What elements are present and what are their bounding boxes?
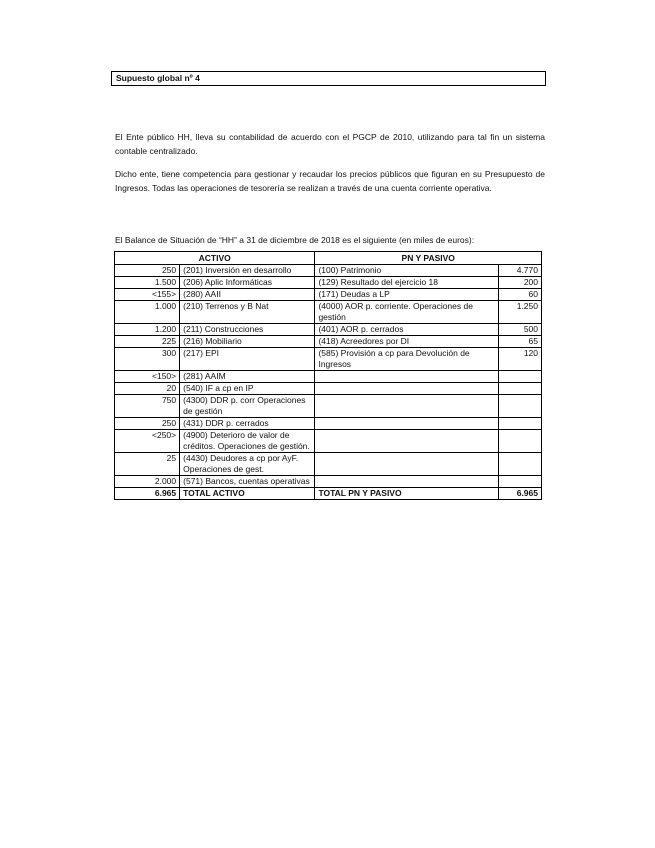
table-row	[115, 265, 542, 277]
table-row	[115, 277, 542, 289]
activo-account: (217) EPI	[180, 348, 315, 371]
pasivo-amount	[498, 371, 541, 383]
pasivo-account: (401) AOR p. cerrados	[315, 324, 498, 336]
activo-account: (210) Terrenos y B Nat	[180, 301, 315, 324]
pasivo-amount	[498, 383, 541, 395]
pasivo-amount: 65	[498, 336, 541, 348]
table-row	[115, 371, 542, 383]
activo-amount: 6.965	[115, 488, 180, 500]
pasivo-amount: 500	[498, 324, 541, 336]
pasivo-account	[315, 371, 498, 383]
pasivo-amount	[498, 453, 541, 476]
activo-account: (4300) DDR p. corr Operaciones de gestión	[180, 395, 315, 418]
activo-account: (540) IF a cp en IP	[180, 383, 315, 395]
activo-amount: 1.000	[115, 301, 180, 324]
pasivo-amount: 6.965	[498, 488, 541, 500]
table-row	[115, 383, 542, 395]
pasivo-account	[315, 383, 498, 395]
pasivo-account	[315, 476, 498, 488]
paragraph-intro-entity: El Ente público HH, lleva su contabilidad de acuerdo con el PGCP de 2010, utilizando para tal fin un sistema contable centralizado.	[115, 131, 545, 156]
activo-account: (280) AAII	[180, 289, 315, 301]
table-row	[115, 289, 542, 301]
pasivo-amount	[498, 418, 541, 430]
pasivo-account	[315, 453, 498, 476]
activo-amount: <250>	[115, 430, 180, 453]
pasivo-amount: 60	[498, 289, 541, 301]
pasivo-amount	[498, 476, 541, 488]
activo-account: (201) Inversión en desarrollo	[180, 265, 315, 277]
activo-account: (211) Construcciones	[180, 324, 315, 336]
activo-account: (4430) Deudores a cp por AyF. Operaciones de gest.	[180, 453, 315, 476]
activo-amount: 250	[115, 418, 180, 430]
activo-amount: 2.000	[115, 476, 180, 488]
pasivo-account: (4000) AOR p. corriente. Operaciones de gestión	[315, 301, 498, 324]
activo-amount: 25	[115, 453, 180, 476]
pasivo-account	[315, 430, 498, 453]
pasivo-amount: 1.250	[498, 301, 541, 324]
pasivo-amount: 4.770	[498, 265, 541, 277]
balance-intro: El Balance de Situación de “HH” a 31 de diciembre de 2018 es el siguiente (en miles de euros):	[115, 235, 475, 245]
activo-amount: 1.500	[115, 277, 180, 289]
table-row	[115, 453, 542, 476]
pasivo-account: (418) Acreedores por DI	[315, 336, 498, 348]
paragraph-competence: Dicho ente, tiene competencia para gestionar y recaudar los precios públicos que figuran en su Presupuesto de Ingresos. Todas las operaciones de tesorería se realizan a través de una cuenta corriente operativa.	[115, 168, 545, 193]
activo-account: (281) AAIM	[180, 371, 315, 383]
pasivo-amount: 200	[498, 277, 541, 289]
activo-account: (4900) Deterioro de valor de créditos. Operaciones de gestión.	[180, 430, 315, 453]
pasivo-account: (171) Deudas a LP	[315, 289, 498, 301]
table-row	[115, 418, 542, 430]
pasivo-account	[315, 395, 498, 418]
activo-amount: 300	[115, 348, 180, 371]
table-row	[115, 395, 542, 418]
table-row	[115, 348, 542, 371]
activo-amount: 750	[115, 395, 180, 418]
document-title: Supuesto global nº 4	[111, 71, 546, 86]
pasivo-account	[315, 418, 498, 430]
pasivo-account: TOTAL PN Y PASIVO	[315, 488, 498, 500]
total-row	[115, 488, 542, 500]
activo-account: (571) Bancos, cuentas operativas	[180, 476, 315, 488]
activo-account: TOTAL ACTIVO	[180, 488, 315, 500]
pasivo-amount	[498, 395, 541, 418]
table-row	[115, 301, 542, 324]
pasivo-header: PN Y PASIVO	[315, 252, 542, 265]
table-row	[115, 476, 542, 488]
pasivo-amount	[498, 430, 541, 453]
balance-body	[115, 265, 542, 500]
activo-account: (431) DDR p. cerrados	[180, 418, 315, 430]
activo-amount: 250	[115, 265, 180, 277]
activo-amount: 225	[115, 336, 180, 348]
balance-header-row	[115, 252, 542, 265]
table-row	[115, 336, 542, 348]
activo-account: (206) Aplic Informáticas	[180, 277, 315, 289]
activo-amount: <155>	[115, 289, 180, 301]
activo-amount: <150>	[115, 371, 180, 383]
pasivo-account: (100) Patrimonio	[315, 265, 498, 277]
pasivo-account: (585) Provisión a cp para Devolución de Ingresos	[315, 348, 498, 371]
activo-amount: 1.200	[115, 324, 180, 336]
pasivo-amount: 120	[498, 348, 541, 371]
table-row	[115, 430, 542, 453]
pasivo-account: (129) Resultado del ejercicio 18	[315, 277, 498, 289]
balance-table	[114, 251, 542, 500]
activo-account: (216) Mobiliario	[180, 336, 315, 348]
activo-header: ACTIVO	[115, 252, 315, 265]
table-row	[115, 324, 542, 336]
activo-amount: 20	[115, 383, 180, 395]
